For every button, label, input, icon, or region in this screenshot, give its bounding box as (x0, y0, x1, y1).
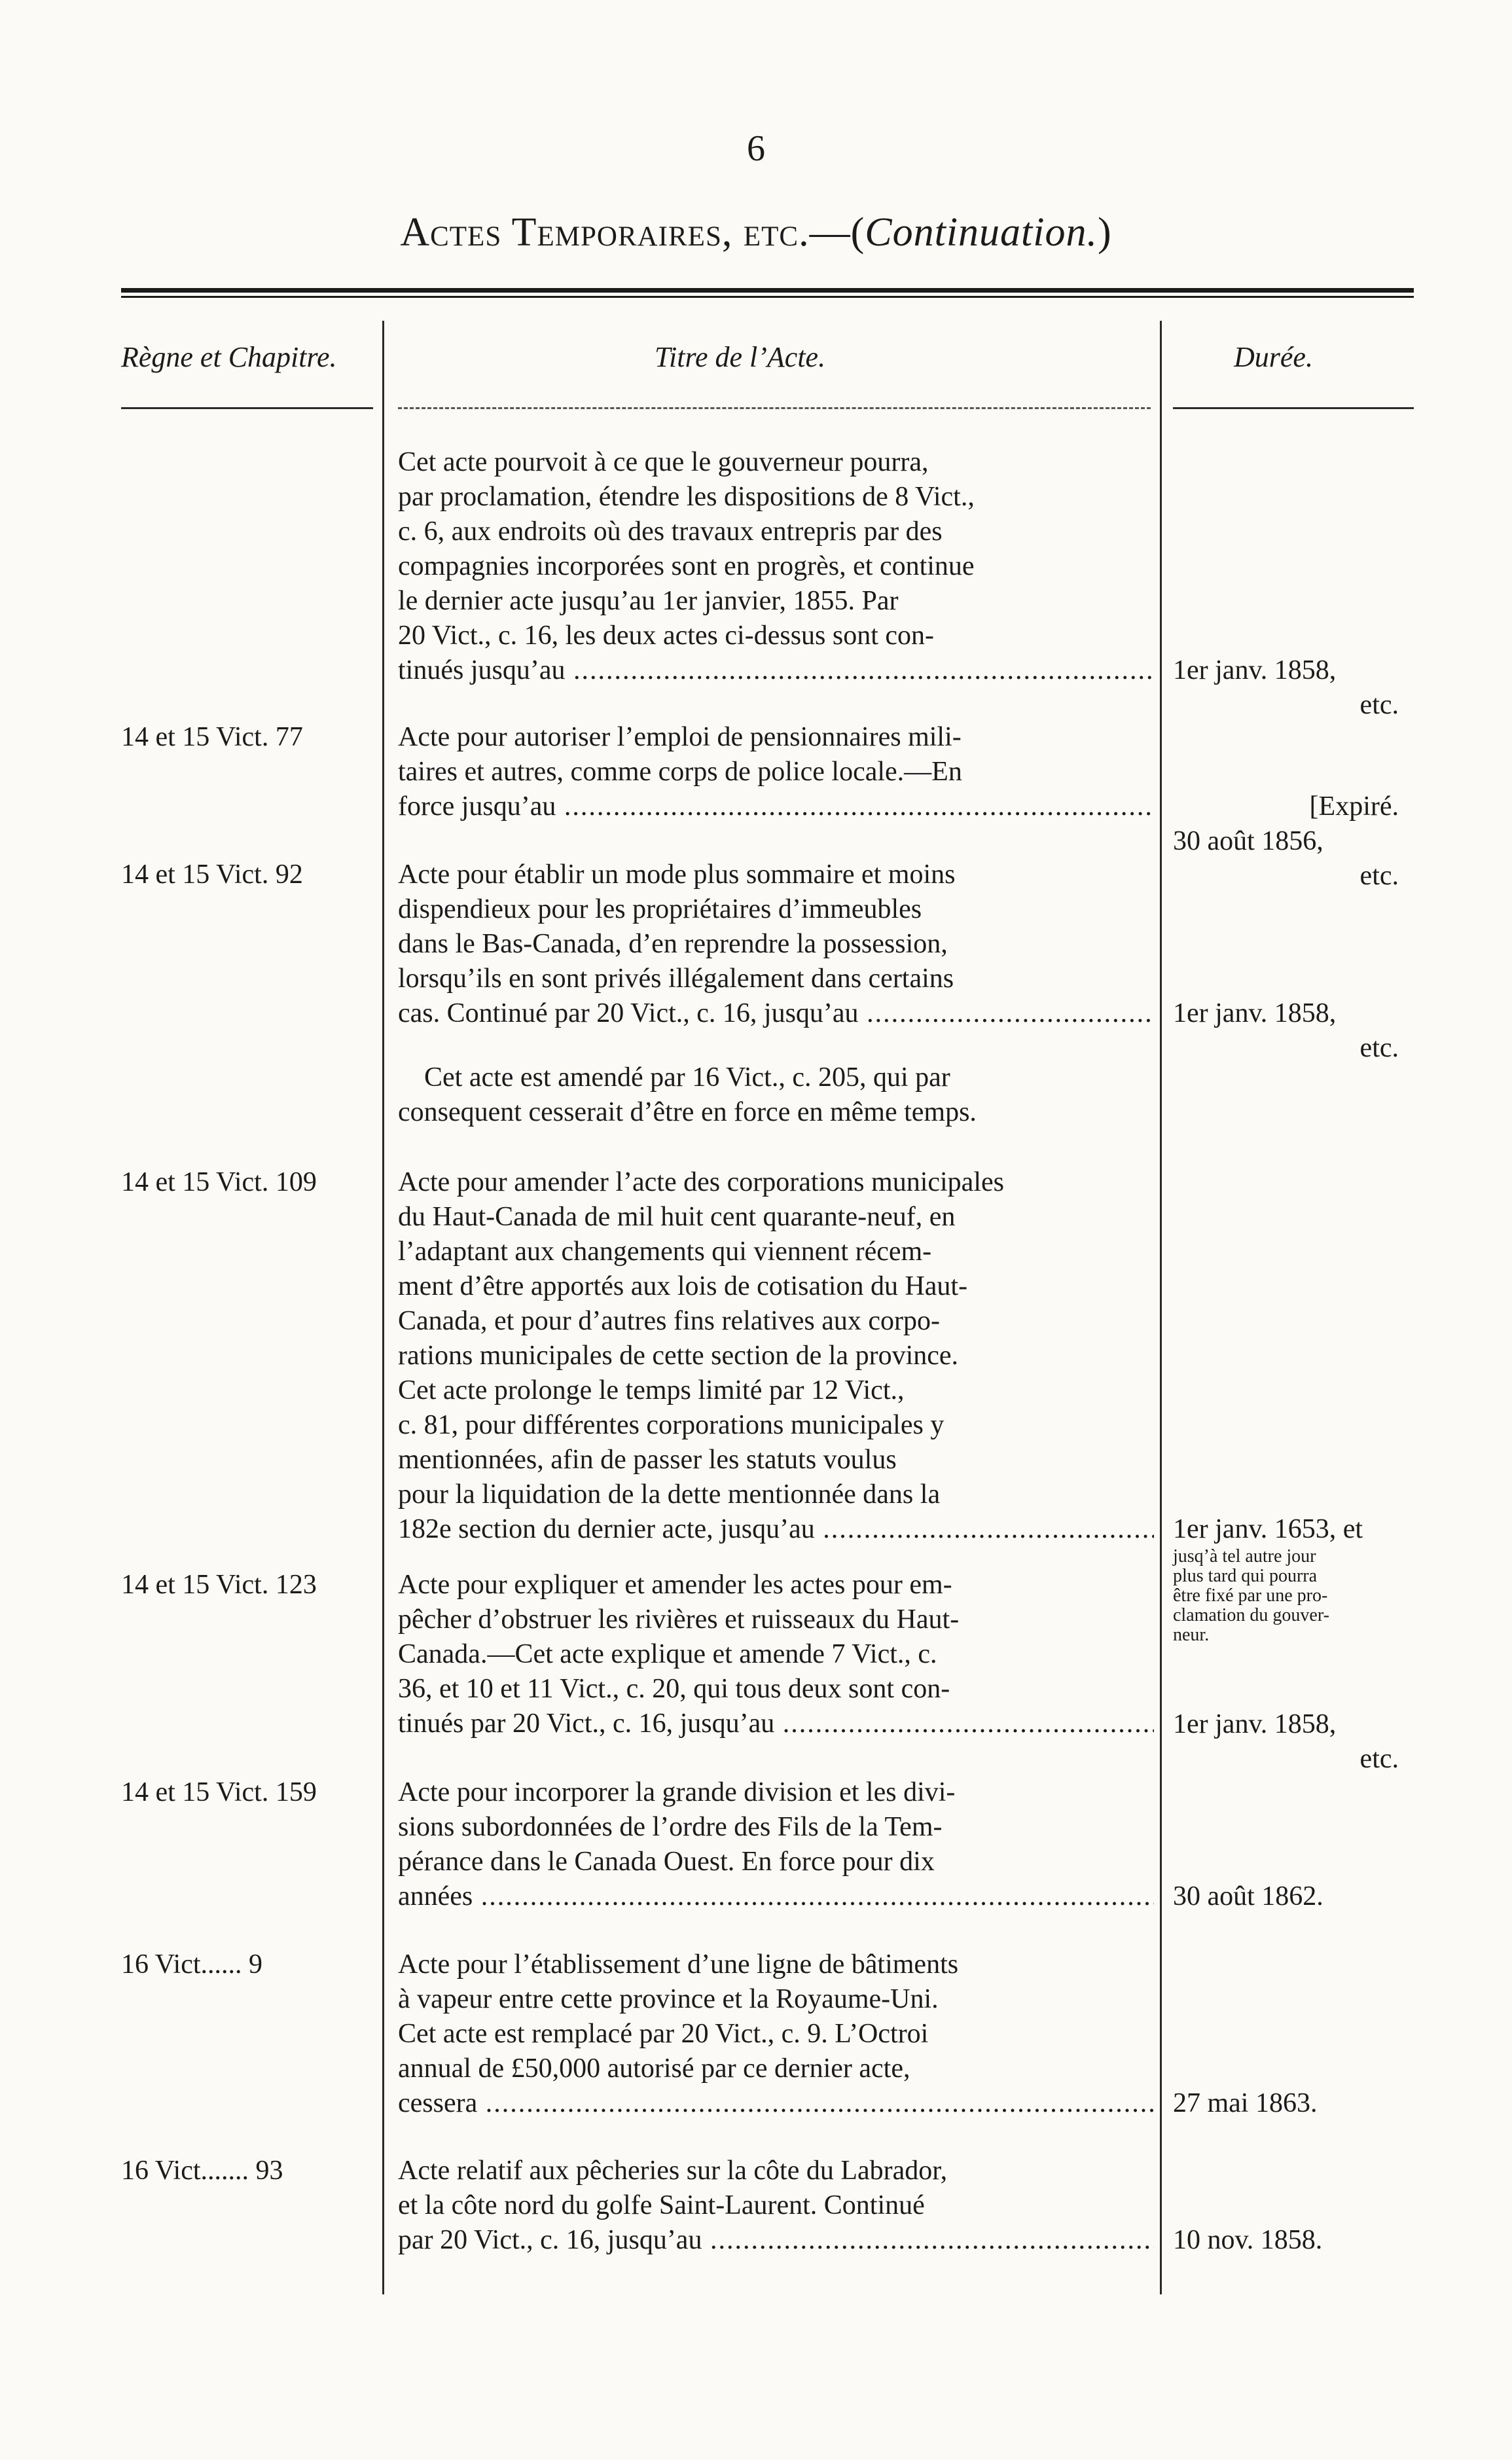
duree-small-line: être fixé par une pro- (1173, 1585, 1328, 1606)
title-line: Acte pour l’établissement d’une ligne de bâtiments (398, 1949, 959, 1980)
title-line: pérance dans le Canada Ouest. En force pour dix (398, 1847, 935, 1877)
entry-duree (1173, 996, 1399, 1066)
title-line: sions subordonnées de l’ordre des Fils de la Tem- (398, 1812, 943, 1842)
title-line: ment d’être apportés aux lois de cotisation du Haut- (398, 1271, 968, 1301)
title-line: dans le Bas-Canada, d’en reprendre la possession, (398, 929, 948, 959)
title-line: à vapeur entre cette province et la Royaume-Uni. (398, 1984, 939, 2014)
title-line: 20 Vict., c. 16, les deux actes ci-dessus sont con- (398, 621, 935, 651)
title-line: l’adaptant aux changements qui viennent récem- (398, 1237, 932, 1267)
entry-regne: 14 et 15 Vict. 123 (121, 1570, 317, 1600)
title-line: cas. Continué par 20 Vict., c. 16, jusqu’au ..... (398, 996, 1154, 1031)
title-line: c. 81, pour différentes corporations municipales y (398, 1410, 945, 1440)
title-line: taires et autres, comme corps de police locale.—En (398, 757, 962, 787)
page-title-main: Actes Temporaires, etc. (400, 210, 810, 255)
duree-small-line: jusq’à tel autre jour (1173, 1546, 1316, 1566)
entry-title (398, 1165, 1154, 1547)
header-rule-thin (121, 296, 1414, 298)
title-line: par proclamation, étendre les dispositions de 8 Vict., (398, 482, 975, 512)
duree-line: etc. (1359, 1744, 1399, 1774)
entry-regne: 14 et 15 Vict. 159 (121, 1777, 317, 1807)
column-rule-regne (121, 407, 373, 409)
entry-duree (1173, 789, 1399, 894)
entry-title (398, 2154, 1154, 2258)
entry-duree (1173, 2223, 1399, 2258)
duree-line: 1er janv. 1858, (1173, 1709, 1337, 1739)
duree-line: 30 août 1862. (1173, 1881, 1323, 1911)
duree-small-line: clamation du gouver- (1173, 1605, 1329, 1625)
title-line: Acte pour établir un mode plus sommaire et moins (398, 859, 956, 890)
entry-regne: 16 Vict....... 93 (121, 2156, 283, 2186)
duree-line: 1er janv. 1858, (1173, 655, 1337, 685)
title-line: 36, et 10 et 11 Vict., c. 20, qui tous deux sont con- (398, 1674, 950, 1704)
title-line: Canada, et pour d’autres fins relatives aux corpo- (398, 1306, 941, 1336)
title-line: Cet acte prolonge le temps limité par 12 Vict., (398, 1375, 905, 1405)
column-divider-right (1160, 321, 1162, 2294)
column-rule-titre (398, 407, 1151, 409)
entry-title (398, 1775, 1154, 1914)
title-line: mentionnées, afin de passer les statuts voulus (398, 1445, 897, 1475)
title-line: rations municipales de cette section de la province. (398, 1341, 959, 1371)
entry-duree (1173, 1707, 1399, 1777)
entry-title (398, 858, 1154, 1031)
title-line: Cet acte pourvoit à ce que le gouverneur pourra, (398, 447, 929, 477)
header-rule-thick (121, 288, 1414, 293)
entry-title (398, 445, 1154, 688)
title-line: tinués jusqu’au ..... (398, 653, 1154, 688)
duree-line: 1er janv. 1653, et (1173, 1514, 1363, 1544)
title-line: c. 6, aux endroits où des travaux entrepris par des (398, 516, 943, 547)
title-line: compagnies incorporées sont en progrès, et continue (398, 551, 975, 581)
note-line: consequent cesserait d’être en force en même temps. (398, 1097, 977, 1127)
entry-duree (1173, 1879, 1399, 1914)
title-line: Acte pour autoriser l’emploi de pensionnaires mili- (398, 722, 962, 752)
entry-note (398, 1060, 1154, 1130)
title-line: lorsqu’ils en sont privés illégalement dans certains (398, 964, 954, 994)
entry-title (398, 1568, 1154, 1741)
column-header-regne: Règne et Chapitre. (121, 341, 337, 373)
duree-line: 1er janv. 1858, (1173, 998, 1337, 1028)
title-line: Canada.—Cet acte explique et amende 7 Vict., c. (398, 1639, 937, 1669)
entry-regne: 16 Vict...... 9 (121, 1949, 263, 1980)
title-line: force jusqu’au ..... (398, 789, 1154, 824)
title-line: 182e section du dernier acte, jusqu’au ..... (398, 1512, 1154, 1547)
duree-line: [Expiré. (1309, 791, 1399, 822)
page-title-dash: —( (809, 210, 865, 255)
title-line: annual de £50,000 autorisé par ce dernier acte, (398, 2053, 910, 2084)
page-title (0, 209, 1512, 256)
title-line: Acte pour expliquer et amender les actes pour em- (398, 1570, 952, 1600)
entry-title (398, 720, 1154, 824)
title-line: Acte pour incorporer la grande division et les divi- (398, 1777, 956, 1807)
title-line: cessera ..... (398, 2086, 1154, 2121)
title-line: pour la liquidation de la dette mentionnée dans la (398, 1479, 941, 1510)
title-line: le dernier acte jusqu’au 1er janvier, 1855. Par (398, 586, 899, 616)
entry-duree (1173, 653, 1399, 723)
duree-line: etc. (1359, 861, 1399, 891)
duree-line: 30 août 1856, (1173, 826, 1323, 856)
title-line: pêcher d’obstruer les rivières et ruisseaux du Haut- (398, 1604, 960, 1635)
duree-small-line: neur. (1173, 1625, 1210, 1645)
column-header-titre: Titre de l’Acte. (655, 341, 826, 373)
duree-small-line: plus tard qui pourra (1173, 1566, 1318, 1586)
page-title-continuation: Continuation. (865, 210, 1098, 255)
entry-regne: 14 et 15 Vict. 77 (121, 722, 303, 752)
entry-duree (1173, 1512, 1399, 1645)
page-title-close: ) (1098, 210, 1112, 255)
column-rule-duree (1173, 407, 1414, 409)
duree-line: 27 mai 1863. (1173, 2088, 1318, 2118)
column-header-duree: Durée. (1234, 341, 1313, 373)
title-line: dispendieux pour les propriétaires d’immeubles (398, 894, 922, 924)
title-line: Cet acte est remplacé par 20 Vict., c. 9. L’Octroi (398, 2019, 929, 2049)
duree-line: 10 nov. 1858. (1173, 2225, 1323, 2255)
entry-regne: 14 et 15 Vict. 92 (121, 859, 303, 890)
column-divider-left (382, 321, 384, 2294)
entry-regne: 14 et 15 Vict. 109 (121, 1167, 317, 1197)
title-line: et la côte nord du golfe Saint-Laurent. Continué (398, 2190, 925, 2220)
duree-line: etc. (1359, 690, 1399, 720)
title-line: par 20 Vict., c. 16, jusqu’au ..... (398, 2223, 1154, 2258)
title-line: tinués par 20 Vict., c. 16, jusqu’au ..... (398, 1707, 1154, 1741)
title-line: du Haut-Canada de mil huit cent quarante-neuf, en (398, 1202, 956, 1232)
duree-line: etc. (1359, 1033, 1399, 1063)
page-number: 6 (747, 128, 765, 169)
title-line: Acte relatif aux pêcheries sur la côte du Labrador, (398, 2156, 948, 2186)
entry-title (398, 1947, 1154, 2121)
title-line: années ..... (398, 1879, 1154, 1914)
note-line: Cet acte est amendé par 16 Vict., c. 205, qui par (424, 1062, 950, 1093)
entry-duree (1173, 2086, 1399, 2121)
title-line: Acte pour amender l’acte des corporations municipales (398, 1167, 1004, 1197)
